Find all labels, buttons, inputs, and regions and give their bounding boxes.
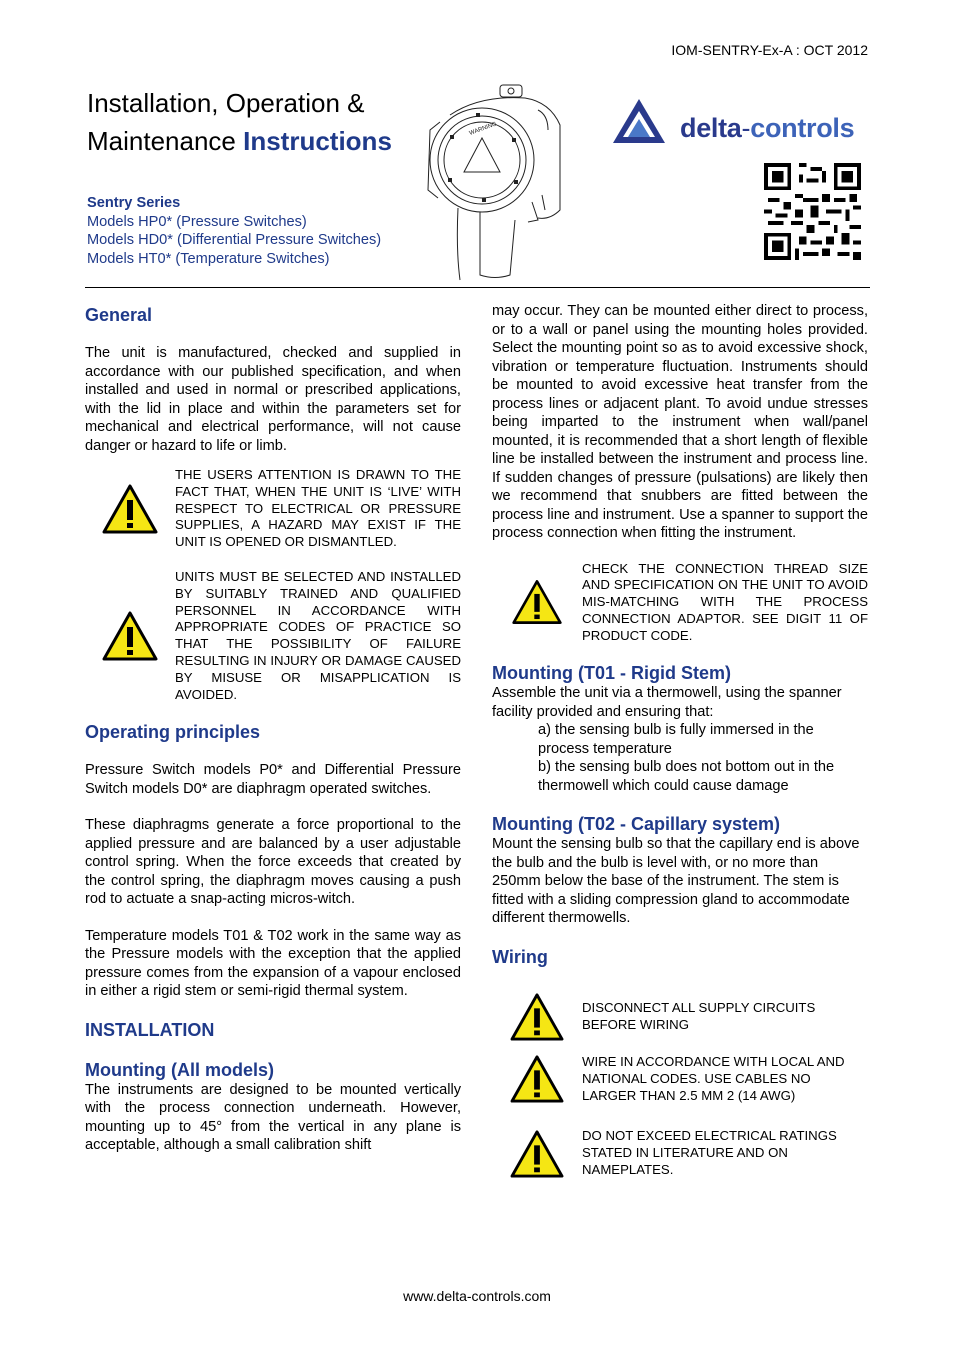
- left-column: [85, 300, 461, 1155]
- delta-triangle-logo-icon: [612, 97, 667, 145]
- model-line-ht0: Models HT0* (Temperature Switches): [87, 250, 330, 267]
- warning-box-wire-codes: [492, 1054, 868, 1104]
- warning-triangle-icon: [492, 992, 582, 1042]
- mounting-t02-text: Mount the sensing bulb so that the capillary end is above the bulb and the bulb is level with, or no more than 250mm below the base of the instrument. The stem is fitted with a sliding compression gland to accommodate different thermowells.: [492, 836, 860, 927]
- logo-text-dash: -: [741, 113, 751, 143]
- warning-text-live-hazard: THE USERS ATTENTION IS DRAWN TO THE FACT THAT, WHEN THE UNIT IS ‘LIVE’ WITH RESPECT TO ELECTRICAL OR PRESSURE SUPPLIES, A HAZARD MAY EXIST IF THE UNIT IS OPENED OR DISMANTLED.: [175, 467, 461, 550]
- title-line-2: [87, 122, 392, 160]
- switch-enclosure-drawing: [420, 80, 570, 285]
- mounting-all-heading: Mounting (All models): [85, 1059, 274, 1080]
- logo-text-brand: delta: [680, 113, 742, 143]
- title-line-2-plain: Maintenance: [87, 126, 244, 156]
- warning-triangle-icon: [492, 578, 582, 626]
- mounting-t01-item-a: a) the sensing bulb is fully immersed in the process temperature: [538, 722, 814, 757]
- qr-code-icon: [764, 163, 861, 260]
- header-divider: [85, 287, 870, 288]
- page-title: [87, 84, 392, 160]
- logo-text-controls: controls: [750, 113, 855, 143]
- right-column: [492, 302, 868, 1179]
- general-heading: General: [85, 305, 153, 325]
- warning-text-ratings: DO NOT EXCEED ELECTRICAL RATINGS STATED IN LITERATURE AND ON NAMEPLATES.: [582, 1128, 837, 1177]
- warning-text-disconnect: DISCONNECT ALL SUPPLY CIRCUITS BEFORE WIRING: [582, 1000, 816, 1032]
- warning-triangle-icon: [85, 483, 175, 535]
- document-code: IOM-SENTRY-Ex-A : OCT 2012: [671, 42, 868, 58]
- mounting-t01-item-b: b) the sensing bulb does not bottom out in the thermowell which could cause damage: [538, 759, 835, 794]
- logo-text: [680, 113, 854, 144]
- warning-text-wire-codes: WIRE IN ACCORDANCE WITH LOCAL AND NATIONAL CODES. USE CABLES NO LARGER THAN 2.5 MM 2 (14 AWG): [582, 1053, 845, 1103]
- title-line-1: Installation, Operation &: [87, 88, 365, 118]
- mounting-all-text: The instruments are designed to be mounted vertically with the process connection underneath. However, mounting up to 45° from the vertical in any plane is acceptable, although a small calibration shift: [85, 1081, 461, 1154]
- series-name: Sentry Series: [87, 195, 181, 211]
- product-warning-label: WARNING: [468, 121, 498, 137]
- warning-text-thread-size: CHECK THE CONNECTION THREAD SIZE AND SPECIFICATION ON THE UNIT TO AVOID MIS-MATCHING WITH THE PROCESS CONNECTION ADAPTOR. SEE DIGIT 11 OF PRODUCT CODE.: [582, 560, 868, 643]
- warning-box-disconnect: [492, 992, 868, 1042]
- warning-box-live-hazard: [85, 467, 461, 551]
- operating-paragraph-2: These diaphragms generate a force proportional to the applied pressure and are balanced by a user adjustable control spring. When the force exceeds that created by the control spring, the diaphragm moves causing a push rod to actuate a snap-acting micros-witch.: [85, 817, 461, 908]
- operating-paragraph-3: Temperature models T01 & T02 work in the same way as the Pressure models with the exception that the applied pressure comes from the expansion of a vapour enclosed in either a rigid stem or semi-rigid thermal system.: [85, 927, 461, 1000]
- installation-heading: INSTALLATION: [85, 1019, 215, 1040]
- warning-triangle-icon: [85, 610, 175, 662]
- mounting-continued-text: may occur. They can be mounted either direct to process, or to a wall or panel using the mounting holes provided. Select the mounting point so as to avoid excessive shock, vibration or temperature fluctuation. Instruments should be mounted to avoid excessive heat transfer from the process lines or adjacent plant. To avoid undue stresses being imparted to the instrument when wall/panel mounted, it is recommended that a short length of flexible line be installed between the instrument and process line. If sudden changes of pressure (pulsations) are likely then we recommend that snubbers are fitted between the process line and instrument. Use a spanner to support the process connection when fitting the instrument.: [492, 303, 868, 541]
- model-line-hp0: Models HP0* (Pressure Switches): [87, 213, 307, 230]
- general-text: The unit is manufactured, checked and supplied in accordance with our published specification, and when installed and used in normal or prescribed applications, with the lid in place and within the parameters set for mechanical and electrical performance, will not cause danger or hazard to life or limb.: [85, 345, 461, 454]
- delta-controls-logo: [612, 95, 872, 145]
- warning-box-qualified-personnel: [85, 569, 461, 703]
- title-line-2-highlight: Instructions: [243, 126, 392, 156]
- warning-triangle-icon: [492, 1054, 582, 1104]
- operating-principles-heading: Operating principles: [85, 722, 261, 743]
- series-block: [87, 194, 381, 268]
- mounting-t01-heading: Mounting (T01 - Rigid Stem): [492, 663, 731, 684]
- model-line-hd0: Models HD0* (Differential Pressure Switches): [87, 232, 382, 248]
- warning-box-ratings: [492, 1128, 868, 1178]
- mounting-t01-intro: Assemble the unit via a thermowell, using the spanner facility provided and ensuring that:: [492, 685, 842, 720]
- mounting-t02-heading: Mounting (T02 - Capillary system): [492, 814, 781, 835]
- wiring-heading: Wiring: [492, 946, 548, 967]
- operating-paragraph-1: Pressure Switch models P0* and Differential Pressure Switch models D0* are diaphragm operated switches.: [85, 762, 461, 797]
- warning-triangle-icon: [492, 1129, 582, 1179]
- warning-box-thread-size: [492, 561, 868, 645]
- footer-url[interactable]: www.delta-controls.com: [403, 1288, 551, 1304]
- warning-text-qualified-personnel: UNITS MUST BE SELECTED AND INSTALLED BY SUITABLY TRAINED AND QUALIFIED PERSONNEL IN ACCORDANCE WITH APPROPRIATE CODES OF PRACTICE SO THAT THE POSSIBILITY OF FAILURE RESULTING IN INJURY OR DAMAGE CAUSED BY MISUSE OR MISAPPLICATION IS AVOIDED.: [175, 568, 461, 702]
